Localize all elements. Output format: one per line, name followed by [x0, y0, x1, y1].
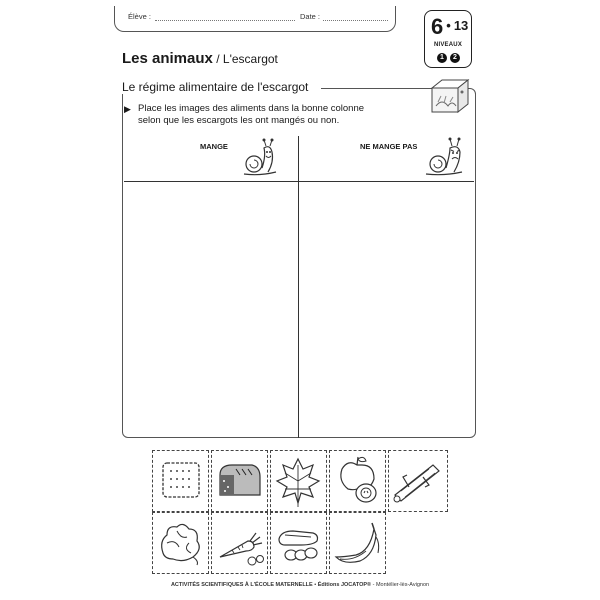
cucumber-icon: [271, 513, 326, 573]
page-title: [122, 50, 278, 67]
tile-banane[interactable]: [329, 512, 386, 574]
instruction-line-2: selon que les escargots les ont mangés ou non.: [138, 115, 340, 126]
leaf-icon: [271, 451, 326, 511]
tile-pommes[interactable]: [329, 450, 386, 512]
sheet-number: [431, 14, 468, 40]
title-sub: L'escargot: [222, 52, 278, 66]
apple-icon: [330, 451, 385, 511]
footer-publisher: Éditions JOCATOP®: [317, 582, 372, 588]
column-ne-mange-pas-header: NE MANGE PAS: [360, 142, 418, 151]
banana-icon: [330, 513, 385, 573]
lettuce-icon: [153, 513, 208, 573]
badge-bullet: •: [446, 18, 451, 33]
tile-pain[interactable]: [211, 450, 268, 512]
tile-carotte[interactable]: [211, 512, 268, 574]
happy-snail-icon: [240, 138, 280, 178]
biscuit-icon: [153, 451, 208, 511]
level-1-badge: 1: [437, 53, 447, 63]
eleve-field[interactable]: [155, 20, 295, 21]
footer-dot: •: [314, 582, 317, 588]
instruction: [124, 103, 438, 127]
activity-panel: [122, 88, 476, 438]
date-field[interactable]: [323, 20, 388, 21]
tile-concombre[interactable]: [270, 512, 327, 574]
instruction-arrow-icon: ▶: [124, 104, 131, 114]
instruction-line-1: Place les images des aliments dans la bonne colonne: [138, 103, 365, 114]
footer-series: ACTIVITÉS SCIENTIFIQUES À L'ÉCOLE MATERNELLE: [170, 582, 313, 588]
tile-biscuit[interactable]: [152, 450, 209, 512]
title-separator: /: [212, 52, 223, 66]
level-2-badge: 2: [450, 53, 460, 63]
footer-place: - Montélier-lès-Avignon: [372, 582, 430, 588]
carrot-icon: [212, 513, 267, 573]
bread-icon: [212, 451, 267, 511]
footer: [0, 582, 600, 588]
tile-feuille[interactable]: [270, 450, 327, 512]
section-title: Le régime alimentaire de l'escargot: [122, 80, 309, 94]
grumpy-snail-icon: [424, 136, 466, 178]
title-main: Les animaux: [122, 50, 213, 67]
chapter-number: 6: [431, 14, 444, 39]
student-info-box: [114, 6, 396, 32]
levels-label: NIVEAUX: [433, 42, 463, 48]
sheet-badge: [424, 10, 472, 68]
header-divider: [124, 181, 474, 182]
date-label: Date :: [300, 12, 321, 21]
tile-salade[interactable]: [152, 512, 209, 574]
tile-bois[interactable]: [388, 450, 448, 512]
sheet-index: 13: [453, 18, 469, 33]
stick-icon: [389, 451, 447, 511]
column-mange-header: MANGE: [200, 142, 228, 151]
eleve-label: Élève :: [128, 12, 151, 21]
